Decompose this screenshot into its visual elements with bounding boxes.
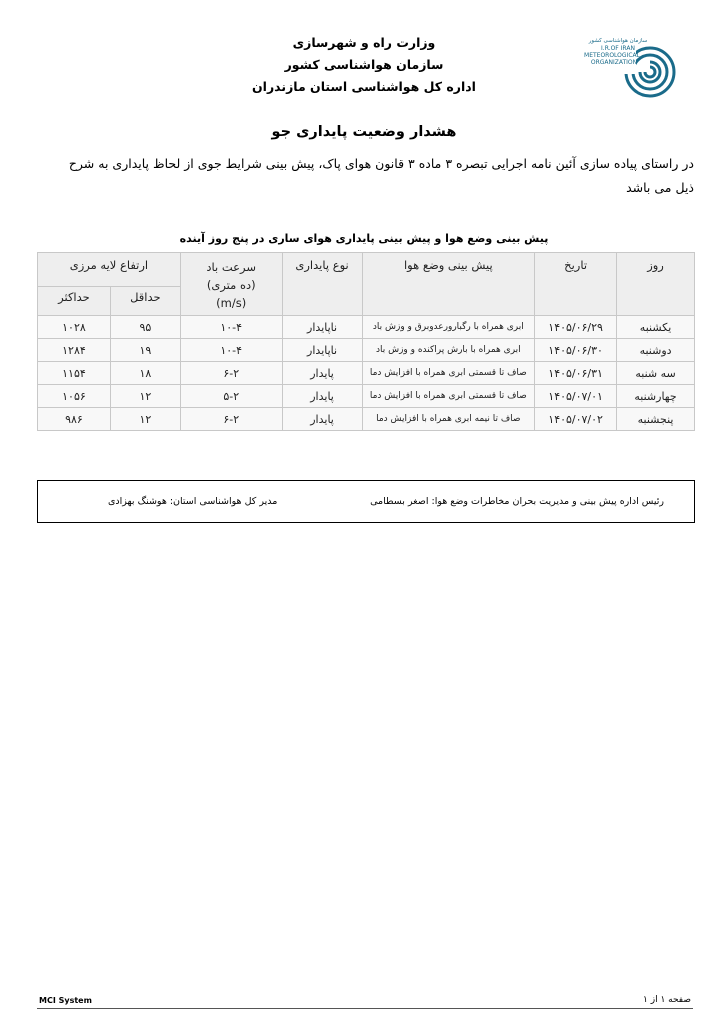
cell-min: ۱۹ xyxy=(110,339,180,362)
cell-stability: پایدار xyxy=(282,408,362,431)
logo-text-en-2: METEOROLOGICAL xyxy=(584,52,640,59)
cell-day: سه شنبه xyxy=(617,362,695,385)
header-date: تاریخ xyxy=(535,253,617,316)
cell-min: ۱۸ xyxy=(110,362,180,385)
cell-date: ۱۴۰۵/۰۶/۲۹ xyxy=(535,316,617,339)
logo-text-fa: سازمان هواشناسی کشور xyxy=(588,38,648,44)
cell-forecast: ابری همراه با رگبارورعدوبرق و وزش باد xyxy=(362,316,535,339)
cell-max: ۱۲۸۴ xyxy=(38,339,111,362)
cell-min: ۹۵ xyxy=(110,316,180,339)
cell-day: دوشنبه xyxy=(617,339,695,362)
cell-forecast: صاف تا نیمه ابری همراه با افزایش دما xyxy=(362,408,535,431)
cell-max: ۱۱۵۴ xyxy=(38,362,111,385)
cell-stability: پایدار xyxy=(282,385,362,408)
header-forecast: پیش بینی وضع هوا xyxy=(362,253,535,316)
department-name: اداره کل هواشناسی استان مازندران xyxy=(252,79,476,94)
cell-wind: ۱۰-۴ xyxy=(180,339,282,362)
cell-day: یکشنبه xyxy=(617,316,695,339)
header-stability: نوع پایداری xyxy=(282,253,362,316)
cell-date: ۱۴۰۵/۰۶/۳۱ xyxy=(535,362,617,385)
signature-box xyxy=(37,480,695,523)
cell-date: ۱۴۰۵/۰۷/۰۱ xyxy=(535,385,617,408)
cell-max: ۱۰۵۶ xyxy=(38,385,111,408)
table-row xyxy=(38,385,695,408)
table-row xyxy=(38,316,695,339)
table-caption: پیش بینی وضع هوا و پیش بینی پایداری هوای ساری در پنج روز آینده xyxy=(179,232,549,245)
header-min: حداقل xyxy=(110,287,180,316)
cell-max: ۹۸۶ xyxy=(38,408,111,431)
organization-logo xyxy=(584,30,680,106)
cell-wind: ۱۰-۴ xyxy=(180,316,282,339)
cell-min: ۱۲ xyxy=(110,385,180,408)
header-wind-speed xyxy=(180,253,282,316)
cell-date: ۱۴۰۵/۰۷/۰۲ xyxy=(535,408,617,431)
cell-stability: ناپایدار xyxy=(282,316,362,339)
ministry-name: وزارت راه و شهرسازی xyxy=(292,35,436,50)
header-wind-speed-label: سرعت باد xyxy=(206,260,257,274)
cell-date: ۱۴۰۵/۰۶/۳۰ xyxy=(535,339,617,362)
page-number: صفحه ۱ از ۱ xyxy=(643,995,691,1005)
director-general-signature: مدیر کل هواشناسی استان: هوشنگ بهزادی xyxy=(108,496,278,507)
cell-forecast: صاف تا قسمتی ابری همراه با افزایش دما xyxy=(362,362,535,385)
cell-stability: پایدار xyxy=(282,362,362,385)
organization-name: سازمان هواشناسی کشور xyxy=(284,57,444,72)
logo-text-en-3: ORGANIZATION xyxy=(590,59,638,66)
header-wind-height: (ده متری) xyxy=(206,278,256,292)
forecast-head-signature: رئیس اداره پیش بینی و مدیریت بحران مخاطرات وضع هوا: اصغر بسطامی xyxy=(370,496,664,507)
cell-wind: ۵-۲ xyxy=(180,385,282,408)
forecast-table xyxy=(37,252,695,431)
cell-max: ۱۰۲۸ xyxy=(38,316,111,339)
cell-wind: ۶-۲ xyxy=(180,362,282,385)
cell-day: چهارشنبه xyxy=(617,385,695,408)
cell-forecast: صاف تا قسمتی ابری همراه با افزایش دما xyxy=(362,385,535,408)
cell-wind: ۶-۲ xyxy=(180,408,282,431)
logo-text-en-1: I.R.OF IRAN xyxy=(601,45,635,52)
page-footer xyxy=(37,996,693,1009)
cell-day: پنجشنبه xyxy=(617,408,695,431)
cell-stability: ناپایدار xyxy=(282,339,362,362)
header-day: روز xyxy=(617,253,695,316)
system-name: MCI System xyxy=(39,996,92,1005)
cell-forecast: ابری همراه با بارش پراکنده و وزش باد xyxy=(362,339,535,362)
logo-icon xyxy=(584,30,680,106)
table-row xyxy=(38,339,695,362)
header-max: حداکثر xyxy=(38,287,111,316)
header-boundary-layer: ارتفاع لایه مرزی xyxy=(38,253,181,287)
document-title: هشدار وضعیت پایداری جو xyxy=(271,124,457,140)
table-row xyxy=(38,362,695,385)
header-wind-unit: (m/s) xyxy=(216,296,247,310)
table-row xyxy=(38,408,695,431)
cell-min: ۱۲ xyxy=(110,408,180,431)
intro-paragraph: در راستای پیاده سازی آئین نامه اجرایی تبصره ۳ ماده ۳ قانون هوای پاک، پیش بینی شرایط جوی از لحاظ پایداری به شرح ذیل می باشد xyxy=(68,156,694,195)
